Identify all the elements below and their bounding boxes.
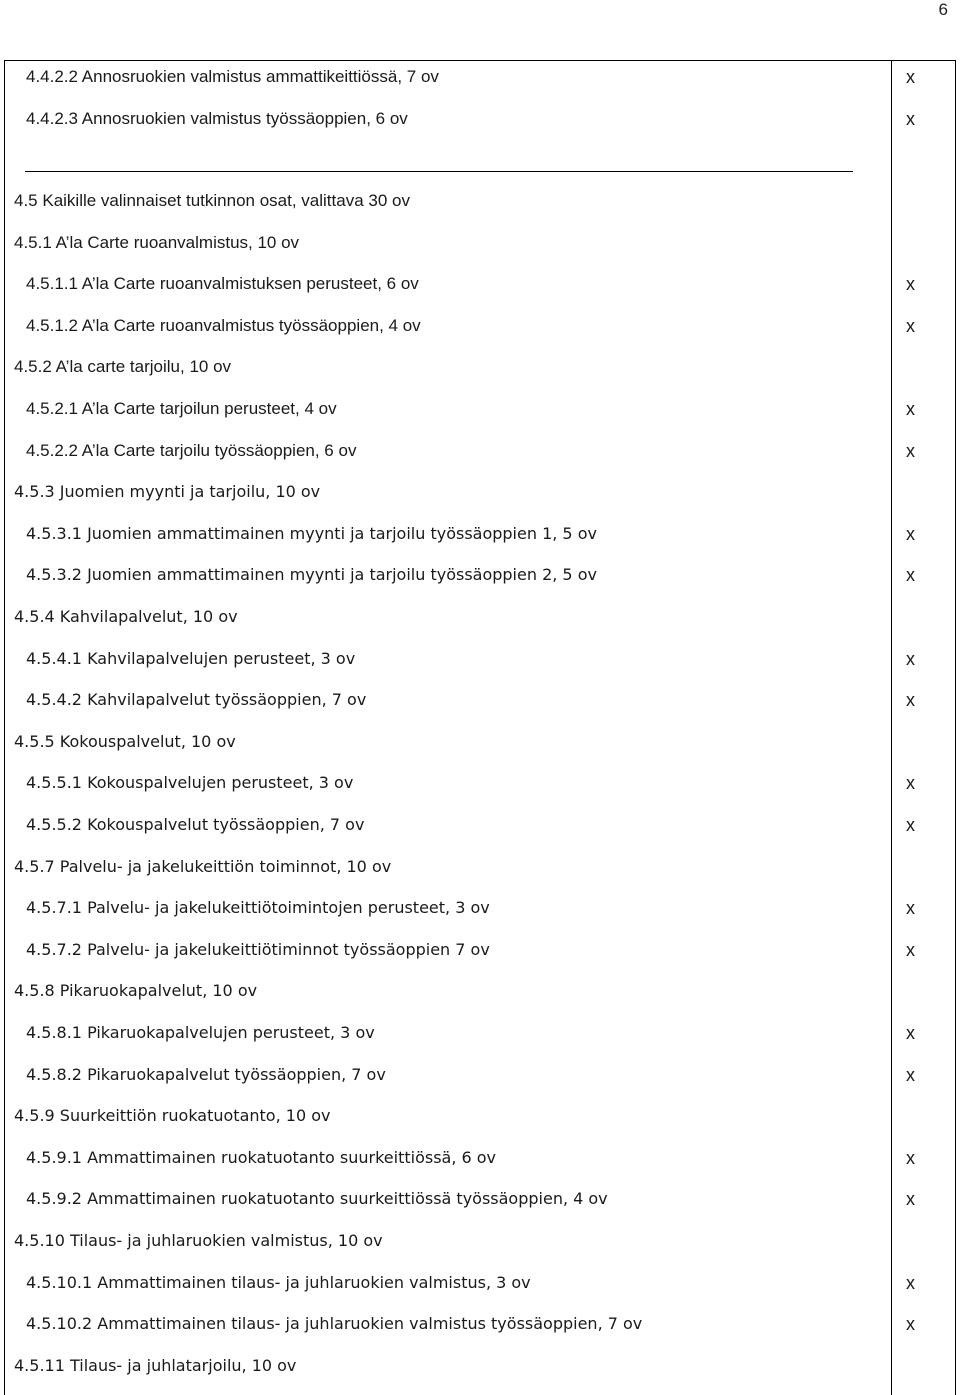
table-row <box>4 1345 956 1387</box>
row-label: 4.5.3 Juomien myynti ja tarjoilu, 10 ov <box>14 482 321 502</box>
table-row <box>4 1054 956 1096</box>
table-row <box>4 763 956 805</box>
row-mark: x <box>906 939 915 960</box>
table-row <box>4 1303 956 1345</box>
row-label: 4.5.10 Tilaus- ja juhlaruokien valmistus, 10 ov <box>14 1230 383 1250</box>
row-mark: x <box>906 315 915 336</box>
table-row <box>4 679 956 721</box>
table-row <box>4 887 956 929</box>
row-label: 4.5.5.2 Kokouspalvelut työssäoppien, 7 ov <box>26 814 365 834</box>
row-label: 4.5.9.1 Ammattimainen ruokatuotanto suurkeittiössä, 6 ov <box>26 1147 497 1167</box>
table-row <box>4 721 956 763</box>
row-mark: x <box>906 1314 915 1335</box>
row-label: 4.4.2.2 Annosruokien valmistus ammattikeittiössä, 7 ov <box>26 67 439 86</box>
table-row <box>4 513 956 555</box>
table-row <box>4 1095 956 1137</box>
row-mark: x <box>906 690 915 711</box>
table-row <box>4 971 956 1013</box>
table-row <box>4 596 956 638</box>
row-label: 4.5.1.2 A’la Carte ruoanvalmistus työssäoppien, 4 ov <box>26 315 421 335</box>
table-row <box>4 1262 956 1304</box>
row-label: 4.5.8 Pikaruokapalvelut, 10 ov <box>14 981 258 1001</box>
row-label: 4.5.9 Suurkeittiön ruokatuotanto, 10 ov <box>14 1106 331 1126</box>
row-mark: x <box>906 1064 915 1085</box>
row-label: 4.5.8.2 Pikaruokapalvelut työssäoppien, 7 ov <box>26 1064 386 1084</box>
row-label: 4.5.11 Tilaus- ja juhlatarjoilu, 10 ov <box>14 1355 297 1375</box>
table-row <box>4 555 956 597</box>
row-mark: x <box>906 1147 915 1168</box>
row-mark: x <box>906 565 915 586</box>
table-row <box>4 98 956 140</box>
row-label: 4.5.5.1 Kokouspalvelujen perusteet, 3 ov <box>26 773 354 793</box>
row-mark: x <box>906 274 915 295</box>
row-label: 4.5.2 A’la carte tarjoilu, 10 ov <box>14 357 232 377</box>
row-mark: x <box>906 440 915 461</box>
table-row <box>4 180 956 222</box>
table-row <box>4 222 956 264</box>
row-label: 4.5.2.1 A’la Carte tarjoilun perusteet, 4 ov <box>26 398 337 418</box>
table-row <box>4 305 956 347</box>
row-mark: x <box>906 398 915 419</box>
row-label: 4.5.4.1 Kahvilapalvelujen perusteet, 3 ov <box>26 648 356 668</box>
row-label: 4.5.2.2 A’la Carte tarjoilu työssäoppien, 6 ov <box>26 440 357 460</box>
table-row <box>4 263 956 305</box>
row-mark: x <box>906 1189 915 1210</box>
table-row <box>4 1220 956 1262</box>
table-row <box>4 846 956 888</box>
row-label: 4.5.7.2 Palvelu- ja jakelukeittiötiminnot työssäoppien 7 ov <box>26 939 490 959</box>
row-mark: x <box>906 1272 915 1293</box>
row-mark: x <box>906 648 915 669</box>
row-label: 4.5.8.1 Pikaruokapalvelujen perusteet, 3 ov <box>26 1022 375 1042</box>
row-label: 4.5.7.1 Palvelu- ja jakelukeittiötoimintojen perusteet, 3 ov <box>26 898 490 918</box>
row-mark: x <box>906 108 915 129</box>
row-label: 4.5.4.2 Kahvilapalvelut työssäoppien, 7 ov <box>26 690 367 710</box>
section-separator-line <box>25 171 853 172</box>
page-number: 6 <box>938 0 948 19</box>
row-mark: x <box>906 814 915 835</box>
table-row <box>4 388 956 430</box>
row-label: 4.5.4 Kahvilapalvelut, 10 ov <box>14 606 238 626</box>
row-label: 4.5.10.1 Ammattimainen tilaus- ja juhlaruokien valmistus, 3 ov <box>26 1272 531 1292</box>
row-label: 4.5.5 Kokouspalvelut, 10 ov <box>14 731 236 751</box>
row-label: 4.5.1.1 A’la Carte ruoanvalmistuksen perusteet, 6 ov <box>26 274 419 294</box>
table-row <box>4 1179 956 1221</box>
table-row <box>4 347 956 389</box>
table-row <box>4 471 956 513</box>
row-mark: x <box>906 67 915 87</box>
row-label: 4.5.7 Palvelu- ja jakelukeittiön toiminnot, 10 ov <box>14 856 392 876</box>
row-label: 4.5.3.2 Juomien ammattimainen myynti ja tarjoilu työssäoppien 2, 5 ov <box>26 565 597 585</box>
row-mark: x <box>906 1022 915 1043</box>
table-row <box>4 804 956 846</box>
row-label: 4.5.3.1 Juomien ammattimainen myynti ja tarjoilu työssäoppien 1, 5 ov <box>26 523 597 543</box>
table-row <box>4 1012 956 1054</box>
table-row <box>4 1137 956 1179</box>
table-row <box>4 929 956 971</box>
row-label: 4.5 Kaikille valinnaiset tutkinnon osat, valittava 30 ov <box>14 190 410 210</box>
row-label: 4.4.2.3 Annosruokien valmistus työssäoppien, 6 ov <box>26 108 408 128</box>
table-row <box>4 56 956 98</box>
row-mark: x <box>906 773 915 794</box>
row-mark: x <box>906 898 915 919</box>
table-row <box>4 430 956 472</box>
row-mark: x <box>906 523 915 544</box>
table-row <box>4 638 956 680</box>
row-label: 4.5.10.2 Ammattimainen tilaus- ja juhlaruokien valmistus työssäoppien, 7 ov <box>26 1314 643 1334</box>
row-label: 4.5.9.2 Ammattimainen ruokatuotanto suurkeittiössä työssäoppien, 4 ov <box>26 1189 608 1209</box>
row-label: 4.5.1 A’la Carte ruoanvalmistus, 10 ov <box>14 232 300 252</box>
